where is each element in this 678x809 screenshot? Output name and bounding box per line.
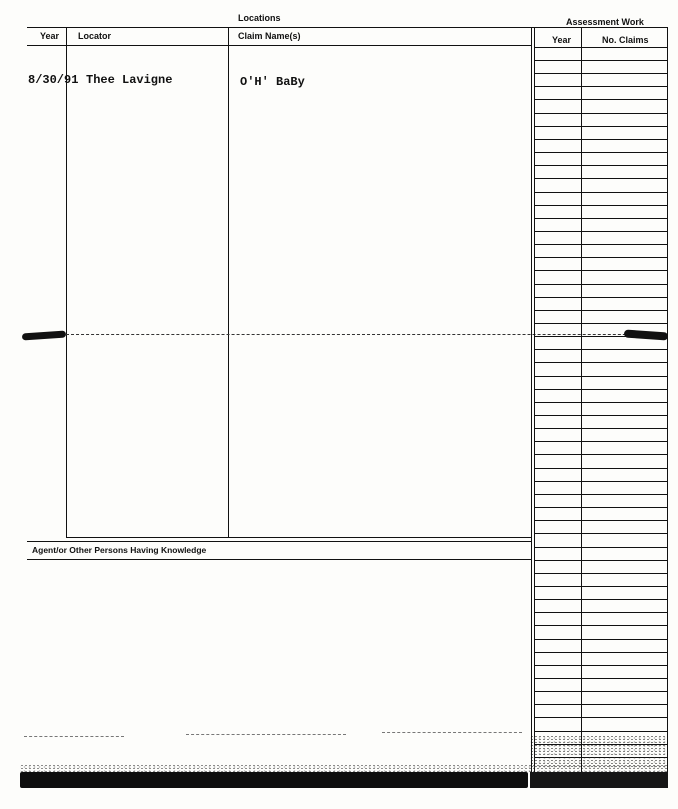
ledger-row-rule [534, 415, 668, 416]
ledger-row-rule [534, 520, 668, 521]
scan-dark-band-right [530, 772, 668, 788]
ledger-row-rule [534, 691, 668, 692]
ledger-row-rule [534, 376, 668, 377]
scan-noise-band [20, 764, 668, 774]
ledger-row-rule [534, 323, 668, 324]
year-column-header: Year [40, 31, 60, 41]
ledger-row-rule [534, 639, 668, 640]
ledger-row-rule [534, 231, 668, 232]
ledger-row-rule [534, 533, 668, 534]
ledger-row-rule [534, 192, 668, 193]
ledger-row-rule [534, 665, 668, 666]
ledger-row-rule [534, 165, 668, 166]
ledger-row-rule [534, 468, 668, 469]
agent-section-underline [27, 559, 532, 560]
ledger-row-rule [534, 270, 668, 271]
ledger-row-rule [534, 717, 668, 718]
ledger-row-rule [534, 599, 668, 600]
signature-line-right [382, 732, 522, 733]
ledger-row-rule [534, 99, 668, 100]
ledger-row-rule [534, 178, 668, 179]
aw-no-claims-column-header: No. Claims [602, 35, 649, 45]
header-underline [27, 45, 532, 46]
claim-names-column-header: Claim Name(s) [238, 31, 301, 41]
ledger-row-rule [534, 86, 668, 87]
ledger-row-rule [534, 704, 668, 705]
ledger-row-rule [534, 454, 668, 455]
assessment-work-heading: Assessment Work [566, 17, 644, 27]
locator-claim-divider [228, 27, 229, 538]
signature-line-mid [186, 734, 346, 735]
ledger-row-rule [534, 441, 668, 442]
ledger-row-rule [534, 244, 668, 245]
aw-year-column-header: Year [552, 35, 572, 45]
ledger-row-rule [534, 389, 668, 390]
ledger-row-rule [534, 678, 668, 679]
locator-column-header: Locator [78, 31, 112, 41]
ledger-row-rule [534, 218, 668, 219]
ledger-column-divider [581, 27, 582, 787]
locations-right-border [531, 27, 532, 787]
agent-section-top-rule [27, 541, 532, 542]
scan-dark-band-left [20, 772, 528, 788]
ledger-row-rule [534, 310, 668, 311]
assessment-work-ledger [534, 0, 669, 809]
ledger-row-rule [534, 60, 668, 61]
ledger-row-rule [534, 257, 668, 258]
ledger-row-rule [534, 507, 668, 508]
ledger-row-rule [534, 494, 668, 495]
ledger-row-rule [534, 113, 668, 114]
agent-section-label: Agent/or Other Persons Having Knowledge [32, 545, 207, 555]
ledger-row-rule [534, 336, 668, 337]
entry-date: 8/30/91 [28, 73, 79, 87]
ledger-row-rule [534, 560, 668, 561]
ledger-row-rule [534, 625, 668, 626]
ledger-row-rule [534, 731, 668, 732]
ledger-row-rule [534, 297, 668, 298]
ledger-row-rule [534, 652, 668, 653]
signature-line-left [24, 736, 124, 737]
ledger-row-rule [534, 284, 668, 285]
locations-heading: Locations [238, 13, 281, 23]
ledger-row-rule [534, 481, 668, 482]
ledger-row-rule [534, 612, 668, 613]
locations-bottom-rule [66, 537, 532, 538]
ledger-row-rule [534, 205, 668, 206]
ledger-row-rule [534, 402, 668, 403]
ledger-row-rule [534, 586, 668, 587]
ink-smudge-left [22, 330, 66, 340]
ledger-left-border [534, 27, 535, 787]
ledger-row-rule [534, 362, 668, 363]
ledger-row-rule [534, 73, 668, 74]
year-locator-divider [66, 27, 67, 538]
entry-claim-name: O'H' BaBy [240, 75, 305, 89]
ledger-right-border [667, 27, 668, 787]
ledger-row-rule [534, 573, 668, 574]
ledger-row-rule [534, 547, 668, 548]
ledger-row-rule [534, 139, 668, 140]
ledger-row-rule [534, 349, 668, 350]
entry-locator: Thee Lavigne [86, 73, 173, 87]
ledger-row-rule [534, 428, 668, 429]
ledger-row-rule [534, 126, 668, 127]
ledger-row-rule [534, 152, 668, 153]
